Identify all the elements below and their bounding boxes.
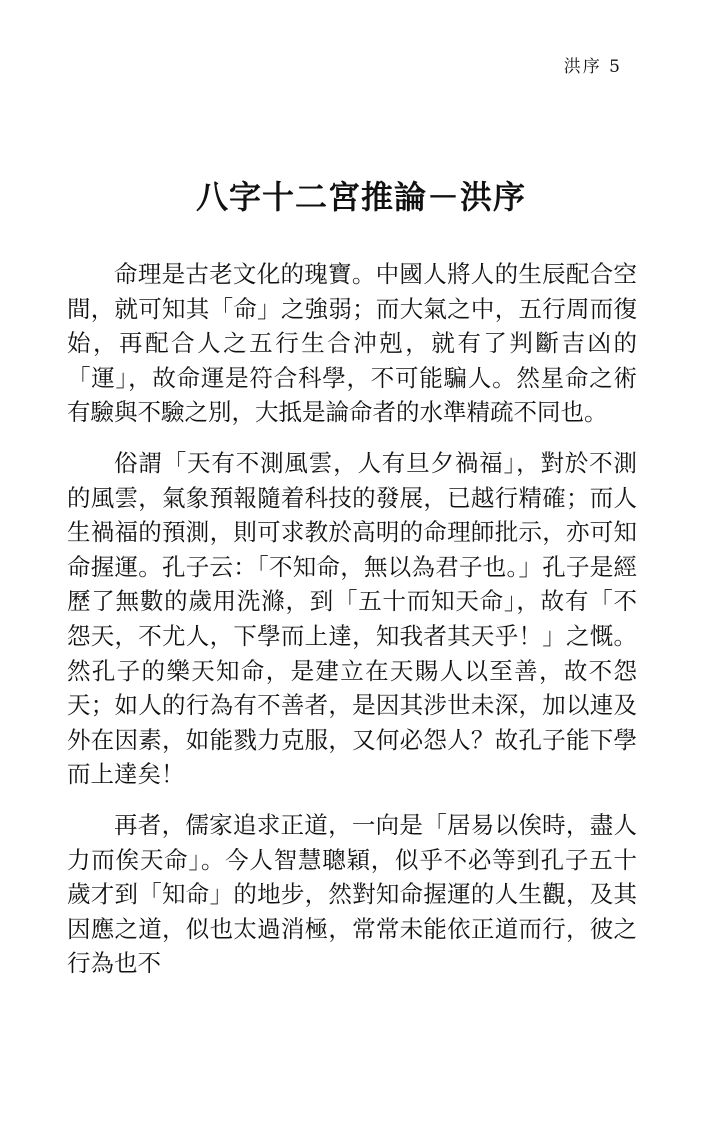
paragraph-1: 命理是古老文化的瑰寶。中國人將人的生辰配合空間，就可知其「命」之強弱；而大氣之中，五行周而復始，再配合人之五行生合沖剋，就有了判斷吉凶的「運」，故命運是符合科學，不可能騙人。然星命之術有驗與不驗之別，大抵是論命者的水準精疏不同也。 [67,260,637,427]
page-title: 八字十二宮推論－洪序 [195,178,526,216]
running-header: 洪序 5 [563,57,622,77]
body-text [67,257,637,997]
paragraph-3: 再者，儒家追求正道，一向是「居易以俟時，盡人力而俟天命」。今人智慧聰穎，似乎不必等到孔子五十歲才到「知命」的地步，然對知命握運的人生觀，及其因應之道，似也太過消極，常常未能依正道而行，彼之行為也不 [67,810,637,978]
paragraph-2: 俗謂「天有不測風雲，人有旦夕禍福」，對於不測的風雲，氣象預報隨着科技的發展，已越行精確；而人生禍福的預測，則可求教於高明的命理師批示，亦可知命握運。孔子云：「不知命，無以為君子也。」孔子是經歷了無數的歲用洗滌，到「五十而知天命」，故有「不怨天，不尤人，下學而上達，知我者其天乎！」之慨。然孔子的樂天知命，是建立在天賜人以至善，故不怨天；如人的行為有不善者，是因其涉世未深，加以連及外在因素，如能戮力克服，又何必怨人？故孔子能下學而上達矣！ [67,448,637,789]
